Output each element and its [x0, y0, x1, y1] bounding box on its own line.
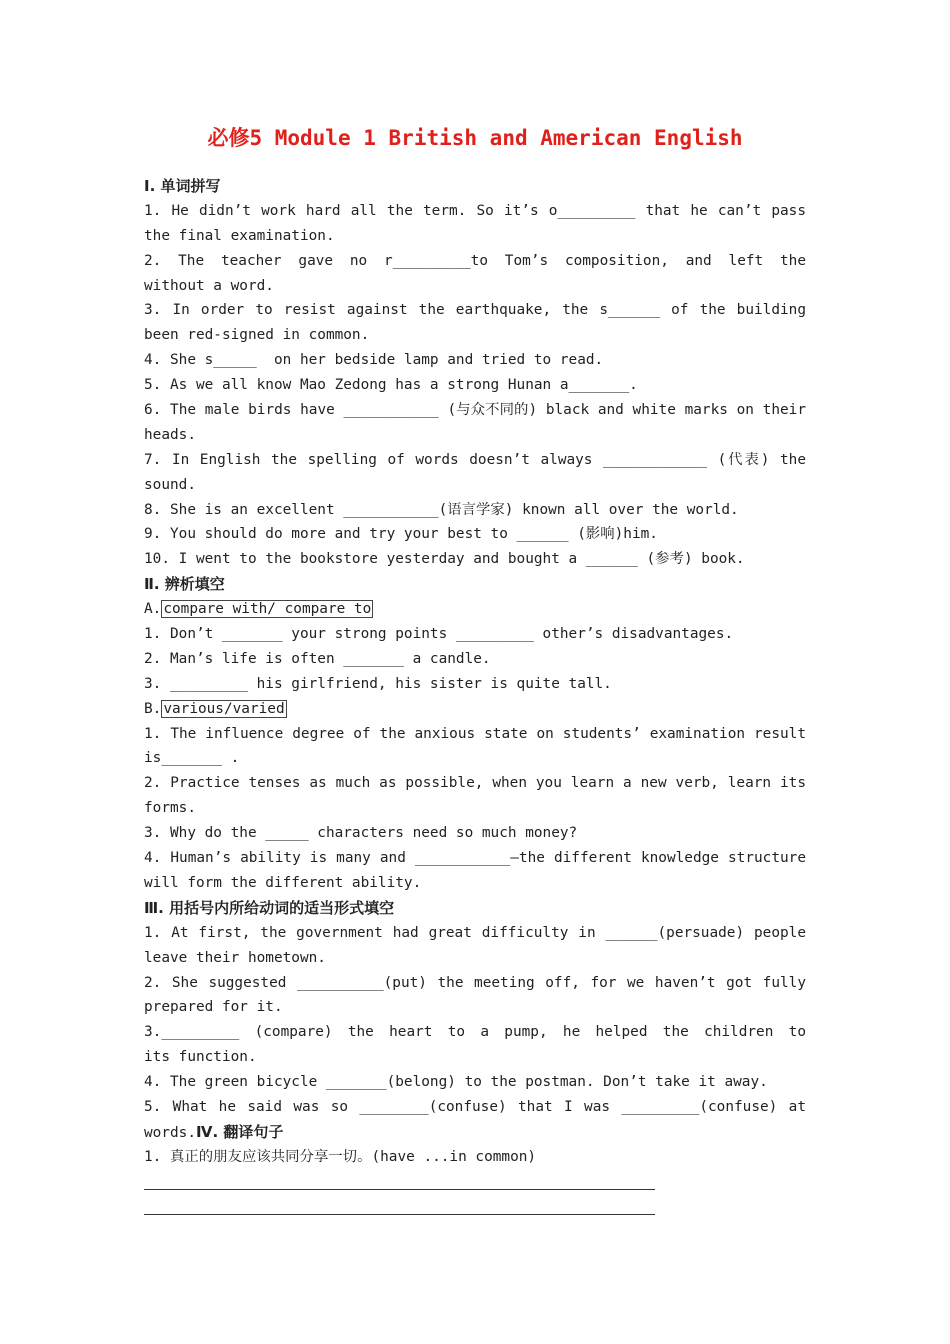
q1-2-line2: without a word. — [144, 277, 274, 294]
page-title: 必修5 Module 1 British and American English — [207, 126, 743, 150]
q2b-1-line2: is_______ . — [144, 750, 240, 767]
q1-5: 5. As we all know Mao Zedong has a strong Hunan a_______. — [144, 377, 638, 394]
group-a-box: compare with/ compare to — [163, 601, 372, 618]
q1-2-line1: 2. The teacher gave no r_________to Tom’s composition, and left the — [144, 252, 806, 269]
q2b-2-line2: forms. — [144, 800, 196, 817]
q1-1-line1: 1. He didn’t work hard all the term. So it’s o_________ that he can’t pass — [144, 202, 806, 219]
q3-4: 4. The green bicycle _______(belong) to the postman. Don’t take it away. — [144, 1074, 768, 1091]
q1-9: 9. You should do more and try your best to ______ (影响)him. — [144, 526, 658, 543]
section-heading-3: Ⅲ. 用括号内所给动词的适当形式填空 — [144, 898, 395, 917]
q3-5-line2-and-section-4-heading: words.Ⅳ. 翻译句子 — [144, 1122, 284, 1141]
q2b-4-line1: 4. Human’s ability is many and ___________—the different knowledge structure — [144, 850, 806, 867]
q3-2-line2: prepared for it. — [144, 999, 283, 1016]
answer-line-2 — [144, 1214, 655, 1215]
answer-line-1 — [144, 1189, 655, 1190]
q1-3-line1: 3. In order to resist against the earthquake, the s______ of the building — [144, 302, 806, 319]
section-heading-4: Ⅳ. 翻译句子 — [195, 1122, 284, 1141]
q3-3-line1: 3._________ (compare) the heart to a pump, he helped the children to — [144, 1024, 806, 1041]
q3-1-line1: 1. At first, the government had great difficulty in ______(persuade) people — [144, 924, 806, 941]
q3-2-line1: 2. She suggested __________(put) the meeting off, for we haven’t got fully — [144, 974, 806, 991]
q1-10: 10. I went to the bookstore yesterday and bought a ______ (参考) book. — [144, 551, 745, 568]
q2b-2-line1: 2. Practice tenses as much as possible, when you learn a new verb, learn its — [144, 775, 806, 792]
section-heading-2: Ⅱ. 辨析填空 — [144, 575, 225, 594]
q1-4: 4. She s_____ on her bedside lamp and tried to read. — [144, 352, 604, 369]
q2a-1: 1. Don’t _______ your strong points _________ other’s disadvantages. — [144, 626, 734, 643]
q2b-3: 3. Why do the _____ characters need so much money? — [144, 825, 578, 842]
q2b-1-line1: 1. The influence degree of the anxious state on students’ examination result — [144, 725, 806, 742]
q2a-2: 2. Man’s life is often _______ a candle. — [144, 650, 491, 667]
q1-7-line2: sound. — [144, 476, 196, 493]
q3-3-line2: its function. — [144, 1049, 257, 1066]
q3-1-line2: leave their hometown. — [144, 949, 326, 966]
q1-3-line2: been red-signed in common. — [144, 327, 370, 344]
group-a-label: A. compare with/ compare to — [144, 601, 372, 618]
q1-7-line1: 7. In English the spelling of words doesn’t always ____________ (代表) the — [144, 451, 806, 468]
q1-1-line2: the final examination. — [144, 227, 335, 244]
q1-8: 8. She is an excellent ___________(语言学家) known all over the world. — [144, 501, 739, 518]
q4-1: 1. 真正的朋友应该共同分享一切。(have ...in common) — [144, 1148, 537, 1165]
group-b-box: various/varied — [163, 700, 285, 717]
q1-6-line2: heads. — [144, 426, 196, 443]
section-heading-1: Ⅰ. 单词拼写 — [144, 177, 221, 195]
group-b-label: B. various/varied — [144, 700, 285, 717]
q1-6-line1: 6. The male birds have ___________ (与众不同的) black and white marks on their — [144, 402, 806, 419]
q2b-4-line2: will form the different ability. — [144, 874, 422, 891]
q3-5-line1: 5. What he said was so ________(confuse) that I was _________(confuse) at — [144, 1098, 806, 1115]
q2a-3: 3. _________ his girlfriend, his sister is quite tall. — [144, 675, 612, 692]
worksheet-body — [144, 174, 806, 1170]
